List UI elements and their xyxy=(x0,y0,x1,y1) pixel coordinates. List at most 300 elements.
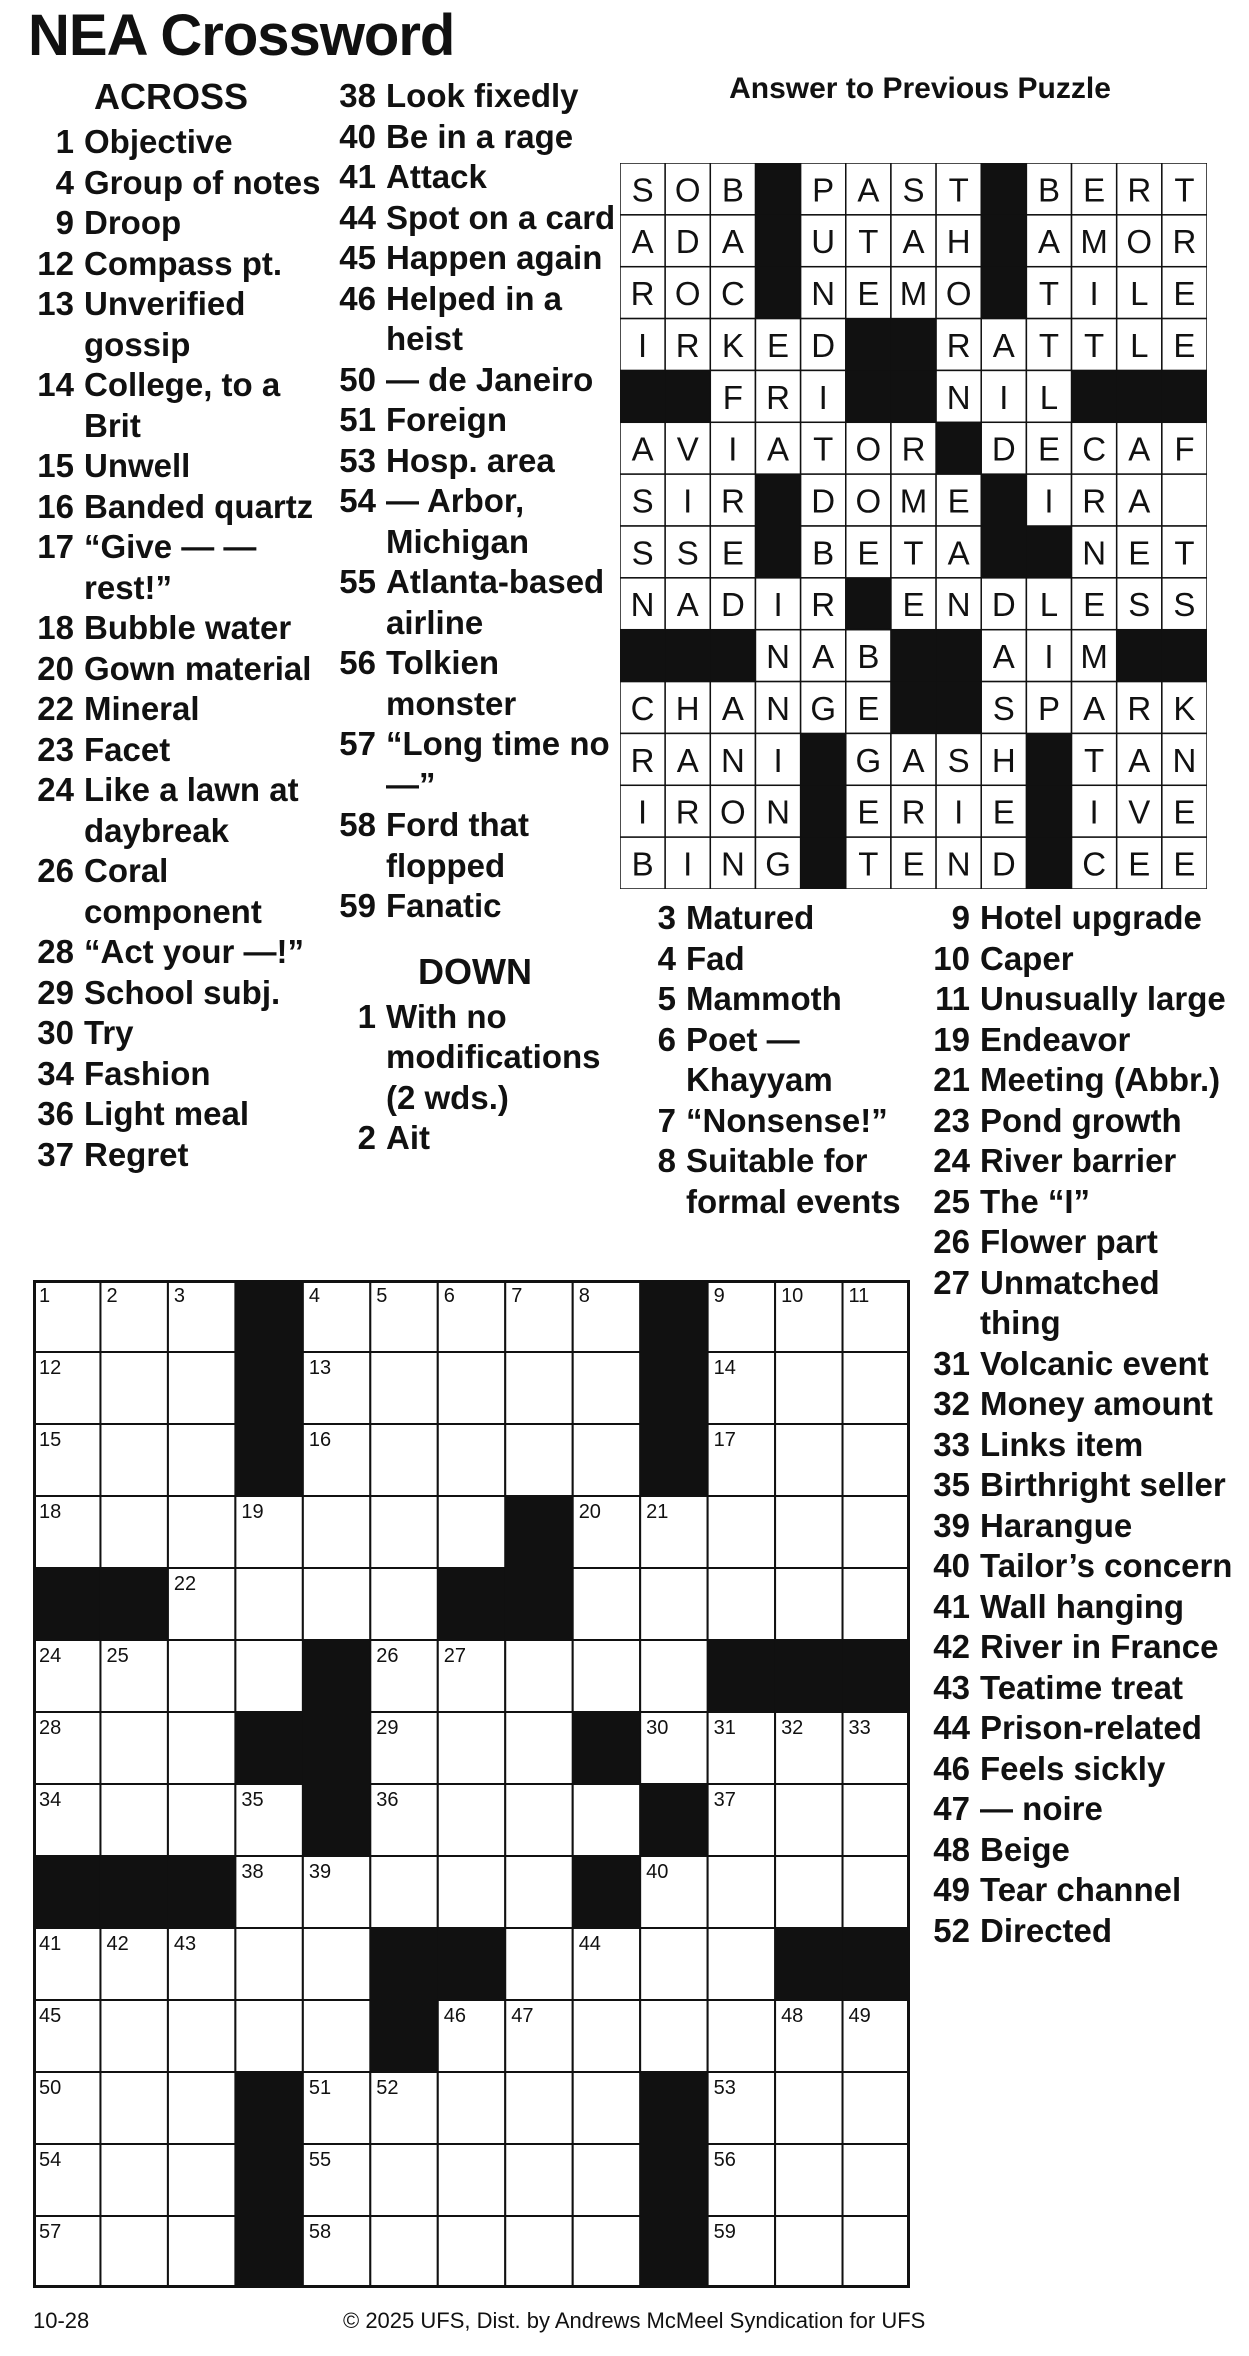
grid-cell[interactable] xyxy=(168,1424,235,1496)
grid-cell[interactable] xyxy=(775,1784,842,1856)
answer-letter: R xyxy=(901,793,926,831)
answer-letter: S xyxy=(631,534,654,572)
clue-list xyxy=(330,76,620,927)
black-square xyxy=(572,1856,640,1929)
clue-text: Endeavor xyxy=(980,1020,1131,1058)
grid-cell[interactable] xyxy=(573,2072,640,2144)
grid-cell[interactable] xyxy=(843,2072,910,2144)
clue-item xyxy=(924,1222,1249,1263)
grid-cell[interactable] xyxy=(100,1712,167,1784)
clue-item xyxy=(330,279,620,360)
answer-letter: B xyxy=(631,845,654,883)
clue-item xyxy=(28,730,328,771)
grid-cell[interactable] xyxy=(843,1568,910,1640)
answer-letter: S xyxy=(992,689,1015,727)
answer-letter: E xyxy=(1128,534,1151,572)
answer-letter: D xyxy=(811,482,836,520)
grid-cell[interactable] xyxy=(775,2216,842,2288)
grid-cell[interactable] xyxy=(775,1352,842,1424)
grid-cell[interactable] xyxy=(100,1424,167,1496)
clue-text: Tear channel xyxy=(980,1871,1182,1908)
answer-black-square xyxy=(981,215,1027,267)
clue-number: 10 xyxy=(933,939,970,977)
answer-letter: A xyxy=(721,223,744,261)
grid-cell[interactable] xyxy=(100,1352,167,1424)
answer-letter: A xyxy=(902,741,925,779)
clue-text: Like a lawn at daybreak xyxy=(84,771,299,849)
answer-letter: I xyxy=(999,378,1009,416)
grid-cell[interactable] xyxy=(640,1928,707,2000)
clue-text: “Long time no —” xyxy=(386,725,610,803)
black-square xyxy=(640,1280,708,1353)
grid-cell[interactable] xyxy=(100,2144,167,2216)
clue-item xyxy=(330,117,620,158)
black-square xyxy=(505,1568,573,1641)
cell-number: 59 xyxy=(713,2221,736,2243)
across-clues-column-2 xyxy=(330,76,620,1159)
clue-item xyxy=(630,1101,920,1142)
grid-cell[interactable] xyxy=(775,1856,842,1928)
answer-letter: I xyxy=(954,793,964,831)
answer-letter: R xyxy=(630,275,655,313)
grid-cell[interactable] xyxy=(370,1424,437,1496)
answer-letter: I xyxy=(1044,482,1054,520)
grid-cell[interactable] xyxy=(775,1424,842,1496)
clue-text: Happen again xyxy=(386,239,603,276)
cell-number: 54 xyxy=(39,2149,62,2171)
clue-number: 43 xyxy=(933,1668,970,1706)
answer-letter: S xyxy=(947,741,970,779)
clue-item xyxy=(330,441,620,482)
grid-cell[interactable] xyxy=(843,1352,910,1424)
answer-black-square xyxy=(801,837,847,889)
clue-text: Mammoth xyxy=(686,980,842,1017)
clue-list xyxy=(924,898,1249,1951)
grid-cell[interactable] xyxy=(438,1712,505,1784)
grid-cell[interactable] xyxy=(100,1496,167,1568)
answer-black-square xyxy=(891,319,937,371)
crossword-grid[interactable] xyxy=(33,1280,910,2288)
clue-number: 32 xyxy=(933,1385,970,1422)
clue-text: Suitable for formal events xyxy=(686,1142,901,1220)
answer-letter: U xyxy=(811,223,836,261)
clue-text: Prison-related xyxy=(980,1709,1202,1746)
answer-letter: I xyxy=(683,845,693,883)
clue-number: 34 xyxy=(37,1054,74,1092)
answer-letter: O xyxy=(1126,223,1153,261)
clue-number: 41 xyxy=(339,158,376,195)
grid-cell[interactable] xyxy=(370,1496,437,1568)
grid-cell[interactable] xyxy=(640,2000,707,2072)
answer-letter: L xyxy=(1039,378,1059,416)
grid-cell[interactable] xyxy=(235,1568,302,1640)
answer-letter: A xyxy=(1037,223,1060,261)
clue-item xyxy=(330,360,620,401)
clue-text: Meeting (Abbr.) xyxy=(980,1061,1221,1098)
clue-text: Tailor’s concern xyxy=(980,1547,1233,1584)
grid-cell[interactable] xyxy=(640,1640,707,1712)
grid-cell[interactable] xyxy=(708,2000,775,2072)
answer-letter: V xyxy=(676,430,699,468)
grid-cell[interactable] xyxy=(438,1424,505,1496)
cell-number: 39 xyxy=(308,1861,332,1883)
answer-letter: I xyxy=(1089,275,1099,313)
grid-cell[interactable] xyxy=(573,1784,640,1856)
grid-cell[interactable] xyxy=(235,1928,302,2000)
grid-cell[interactable] xyxy=(775,1496,842,1568)
cell-number: 2 xyxy=(106,1285,118,1307)
answer-letter: E xyxy=(857,793,880,831)
clue-item xyxy=(330,805,620,886)
grid-cell[interactable] xyxy=(573,1568,640,1640)
answer-black-square xyxy=(936,422,982,474)
grid-cell[interactable] xyxy=(573,1640,640,1712)
clue-item xyxy=(330,1118,620,1159)
grid-cell[interactable] xyxy=(168,2216,235,2288)
clue-item xyxy=(924,1627,1249,1668)
cell-number: 34 xyxy=(39,1789,62,1811)
clue-text: Droop xyxy=(84,204,182,241)
grid-cell[interactable] xyxy=(438,1496,505,1568)
grid-cell[interactable] xyxy=(168,2000,235,2072)
clue-text: Feels sickly xyxy=(980,1749,1166,1787)
clue-text: River barrier xyxy=(980,1142,1177,1179)
clue-item xyxy=(924,1546,1249,1587)
grid-cell[interactable] xyxy=(505,1712,572,1784)
black-square xyxy=(235,1424,303,1497)
grid-cell[interactable] xyxy=(708,1928,775,2000)
answer-letter: T xyxy=(1038,326,1060,364)
cell-number: 58 xyxy=(308,2221,332,2243)
clue-text: Try xyxy=(84,1014,134,1051)
answer-letter: T xyxy=(858,845,879,883)
cell-number: 40 xyxy=(646,1861,669,1883)
black-square xyxy=(235,2144,303,2217)
answer-letter: E xyxy=(992,793,1015,831)
answer-letter: C xyxy=(1082,845,1107,883)
answer-letter: L xyxy=(1130,326,1149,364)
answer-black-square xyxy=(1026,526,1072,578)
grid-cell[interactable] xyxy=(708,1856,775,1928)
cell-number: 21 xyxy=(646,1501,669,1523)
grid-cell[interactable] xyxy=(370,1568,437,1640)
grid-cell[interactable] xyxy=(505,1784,572,1856)
grid-cell[interactable] xyxy=(505,1856,572,1928)
cell-number: 36 xyxy=(376,1789,399,1811)
answer-letter: I xyxy=(773,586,783,624)
clue-text: Fashion xyxy=(84,1054,211,1092)
clue-item xyxy=(28,487,328,528)
answer-letter: R xyxy=(1127,171,1152,209)
grid-cell[interactable] xyxy=(438,1784,505,1856)
grid-cell[interactable] xyxy=(100,1784,167,1856)
answer-letter: E xyxy=(767,326,790,364)
grid-cell[interactable] xyxy=(370,1352,437,1424)
answer-letter: A xyxy=(992,638,1015,676)
clue-item xyxy=(924,1870,1249,1911)
answer-letter: G xyxy=(765,845,791,883)
clue-text: — noire xyxy=(980,1790,1103,1827)
answer-letter: D xyxy=(811,326,836,364)
grid-cell[interactable] xyxy=(235,2000,302,2072)
clue-text: Birthright seller xyxy=(980,1466,1226,1503)
answer-letter: L xyxy=(1130,275,1149,313)
grid-cell[interactable] xyxy=(775,2072,842,2144)
clue-text: Gown material xyxy=(84,649,312,687)
grid-cell[interactable] xyxy=(370,2144,437,2216)
clue-number: 14 xyxy=(37,366,74,403)
answer-letter: C xyxy=(1082,430,1107,468)
answer-letter: E xyxy=(1037,430,1060,468)
across-clues-column-1 xyxy=(28,72,328,1175)
answer-letter: E xyxy=(857,534,880,572)
cell-number: 47 xyxy=(511,2005,534,2027)
clue-number: 55 xyxy=(339,563,376,600)
cell-number: 5 xyxy=(376,1285,388,1307)
answer-letter: A xyxy=(631,430,654,468)
answer-letter: M xyxy=(899,482,928,520)
grid-cell[interactable] xyxy=(168,1352,235,1424)
answer-letter: G xyxy=(855,741,882,779)
clue-number: 42 xyxy=(933,1628,970,1665)
clue-number: 7 xyxy=(657,1101,676,1139)
clue-item xyxy=(330,724,620,805)
answer-heading: Answer to Previous Puzzle xyxy=(729,72,1111,105)
answer-black-square xyxy=(755,267,801,319)
black-square xyxy=(437,1568,505,1641)
answer-black-square xyxy=(981,526,1027,578)
black-square xyxy=(842,1640,910,1713)
answer-letter: B xyxy=(812,534,835,572)
clue-text: Be in a rage xyxy=(386,117,574,155)
answer-letter: B xyxy=(1037,171,1060,209)
cell-number: 51 xyxy=(308,2077,332,2099)
answer-letter: R xyxy=(1172,223,1197,261)
clue-number: 29 xyxy=(37,973,74,1011)
answer-letter: A xyxy=(767,430,790,468)
clue-number: 31 xyxy=(933,1344,970,1382)
clue-text: Objective xyxy=(84,123,233,160)
clue-number: 16 xyxy=(37,487,74,525)
grid-cell[interactable] xyxy=(168,1496,235,1568)
grid-cell[interactable] xyxy=(505,1352,572,1424)
black-square xyxy=(640,1784,708,1857)
answer-letter: N xyxy=(946,586,971,624)
grid-cell[interactable] xyxy=(168,1640,235,1712)
down-clues-column-4 xyxy=(924,898,1249,1951)
grid-cell[interactable] xyxy=(303,1496,370,1568)
clue-number: 24 xyxy=(933,1142,970,1179)
answer-letter: O xyxy=(855,430,882,468)
clue-item xyxy=(28,851,328,932)
answer-letter: E xyxy=(1173,845,1196,883)
grid-cell[interactable] xyxy=(505,1640,572,1712)
grid-cell[interactable] xyxy=(438,2144,505,2216)
grid-cell[interactable] xyxy=(303,1568,370,1640)
grid-cell[interactable] xyxy=(438,1352,505,1424)
clue-number: 47 xyxy=(933,1790,970,1827)
answer-letter: O xyxy=(674,275,701,313)
grid-cell[interactable] xyxy=(708,1568,775,1640)
answer-letter: O xyxy=(720,793,746,831)
cell-number: 12 xyxy=(39,1357,62,1379)
grid-cell[interactable] xyxy=(843,2216,910,2288)
answer-black-square xyxy=(1162,370,1207,422)
clue-number: 19 xyxy=(933,1020,970,1058)
answer-letter: N xyxy=(630,586,655,624)
grid-cell[interactable] xyxy=(370,2216,437,2288)
black-square xyxy=(235,1280,303,1353)
grid-cell[interactable] xyxy=(573,2000,640,2072)
clue-number: 1 xyxy=(357,997,376,1035)
cell-number: 45 xyxy=(39,2005,62,2027)
answer-letter: O xyxy=(855,482,882,520)
answer-letter: E xyxy=(1173,793,1196,831)
answer-letter: E xyxy=(1128,845,1151,883)
clue-number: 40 xyxy=(933,1547,970,1584)
grid-cell[interactable] xyxy=(168,1712,235,1784)
clue-text: — Arbor, Michigan xyxy=(386,482,530,560)
cell-number: 33 xyxy=(848,1717,871,1739)
cell-number: 44 xyxy=(578,1933,601,1955)
cell-number: 52 xyxy=(376,2077,399,2099)
grid-cell[interactable] xyxy=(505,2144,572,2216)
black-square xyxy=(640,2216,708,2289)
clue-item xyxy=(924,939,1249,980)
grid-cell[interactable] xyxy=(303,1928,370,2000)
clue-text: Directed xyxy=(980,1911,1113,1949)
clue-text: Bubble water xyxy=(84,609,292,646)
cell-number: 22 xyxy=(173,1573,197,1595)
grid-cell[interactable] xyxy=(843,1496,910,1568)
grid-cell[interactable] xyxy=(573,2216,640,2288)
clue-text: Atlanta-based airline xyxy=(386,563,605,641)
answer-letter: K xyxy=(1173,689,1196,727)
grid-cell[interactable] xyxy=(843,1424,910,1496)
date-label: 10-28 xyxy=(33,2308,90,2333)
clue-item xyxy=(924,1384,1249,1425)
clue-item xyxy=(924,979,1249,1020)
grid-cell[interactable] xyxy=(438,2072,505,2144)
clue-text: With no modifications (2 wds.) xyxy=(386,997,601,1116)
clue-text: Regret xyxy=(84,1135,189,1173)
clue-text: Light meal xyxy=(84,1095,250,1132)
black-square xyxy=(370,2000,438,2073)
answer-letter: A xyxy=(1128,430,1151,468)
grid-cell[interactable] xyxy=(438,2216,505,2288)
clue-number: 5 xyxy=(657,980,676,1017)
clue-number: 35 xyxy=(933,1466,970,1503)
answer-letter: N xyxy=(811,275,836,313)
answer-letter: S xyxy=(1173,586,1196,624)
black-square xyxy=(100,1856,168,1929)
black-square xyxy=(235,2216,303,2289)
grid-cell[interactable] xyxy=(573,1352,640,1424)
answer-letter: N xyxy=(946,378,971,416)
answer-letter: E xyxy=(1173,326,1196,364)
clue-number: 26 xyxy=(37,852,74,889)
grid-cell[interactable] xyxy=(573,1424,640,1496)
across-heading: ACROSS xyxy=(94,76,249,117)
clue-item xyxy=(28,608,328,649)
grid-cell[interactable] xyxy=(843,1784,910,1856)
black-square xyxy=(842,1928,910,2001)
grid-cell[interactable] xyxy=(168,2144,235,2216)
clue-text: Hosp. area xyxy=(386,441,555,479)
clue-text: “Act your —!” xyxy=(84,933,305,970)
clue-item xyxy=(28,1135,328,1176)
clue-number: 58 xyxy=(339,806,376,843)
cell-number: 35 xyxy=(241,1789,264,1811)
grid-cell[interactable] xyxy=(573,2144,640,2216)
grid-cell[interactable] xyxy=(708,1496,775,1568)
clue-item xyxy=(330,238,620,279)
grid-cell[interactable] xyxy=(843,2144,910,2216)
clue-number: 44 xyxy=(933,1709,970,1746)
answer-letter: A xyxy=(902,223,925,261)
answer-letter: H xyxy=(675,689,700,727)
clue-text: Wall hanging xyxy=(980,1587,1185,1625)
clue-text: Look fixedly xyxy=(386,77,579,114)
grid-cell[interactable] xyxy=(235,1640,302,1712)
grid-cell[interactable] xyxy=(775,2144,842,2216)
grid-cell[interactable] xyxy=(640,1568,707,1640)
cell-number: 9 xyxy=(713,1285,725,1307)
clue-number: 11 xyxy=(935,980,970,1017)
answer-letter: E xyxy=(857,689,880,727)
grid-cell[interactable] xyxy=(100,2000,167,2072)
grid-cell[interactable] xyxy=(505,1928,572,2000)
answer-letter: D xyxy=(991,845,1016,883)
clue-item xyxy=(28,122,328,163)
grid-cell[interactable] xyxy=(505,2216,572,2288)
answer-letter: R xyxy=(675,793,700,831)
grid-cell[interactable] xyxy=(168,2072,235,2144)
clue-number: 54 xyxy=(339,482,376,519)
answer-letter: G xyxy=(810,689,837,727)
cell-number: 37 xyxy=(713,1789,736,1811)
clue-number: 8 xyxy=(657,1142,676,1179)
cell-number: 55 xyxy=(308,2149,332,2171)
black-square xyxy=(370,1928,438,2001)
grid-cell[interactable] xyxy=(505,1424,572,1496)
grid-cell[interactable] xyxy=(168,1784,235,1856)
grid-cell[interactable] xyxy=(775,1568,842,1640)
grid-cell[interactable] xyxy=(505,2072,572,2144)
clue-number: 56 xyxy=(339,644,376,681)
answer-black-square xyxy=(1026,837,1072,889)
cell-number: 4 xyxy=(308,1285,320,1307)
clue-item xyxy=(924,1020,1249,1061)
grid-cell[interactable] xyxy=(100,2072,167,2144)
clue-number: 15 xyxy=(37,447,74,484)
grid-cell[interactable] xyxy=(100,2216,167,2288)
grid-cell[interactable] xyxy=(370,1856,437,1928)
clue-item xyxy=(28,446,328,487)
cell-number: 8 xyxy=(578,1285,590,1307)
answer-letter: T xyxy=(1174,534,1195,572)
answer-letter: E xyxy=(947,482,970,520)
answer-letter: T xyxy=(858,223,879,261)
clue-item xyxy=(924,1708,1249,1749)
grid-cell[interactable] xyxy=(438,1856,505,1928)
answer-letter: A xyxy=(721,689,744,727)
answer-letter: R xyxy=(675,326,700,364)
clue-number: 18 xyxy=(37,609,74,646)
grid-cell[interactable] xyxy=(843,1856,910,1928)
grid-cell[interactable] xyxy=(303,2000,370,2072)
clue-number: 39 xyxy=(933,1506,970,1544)
